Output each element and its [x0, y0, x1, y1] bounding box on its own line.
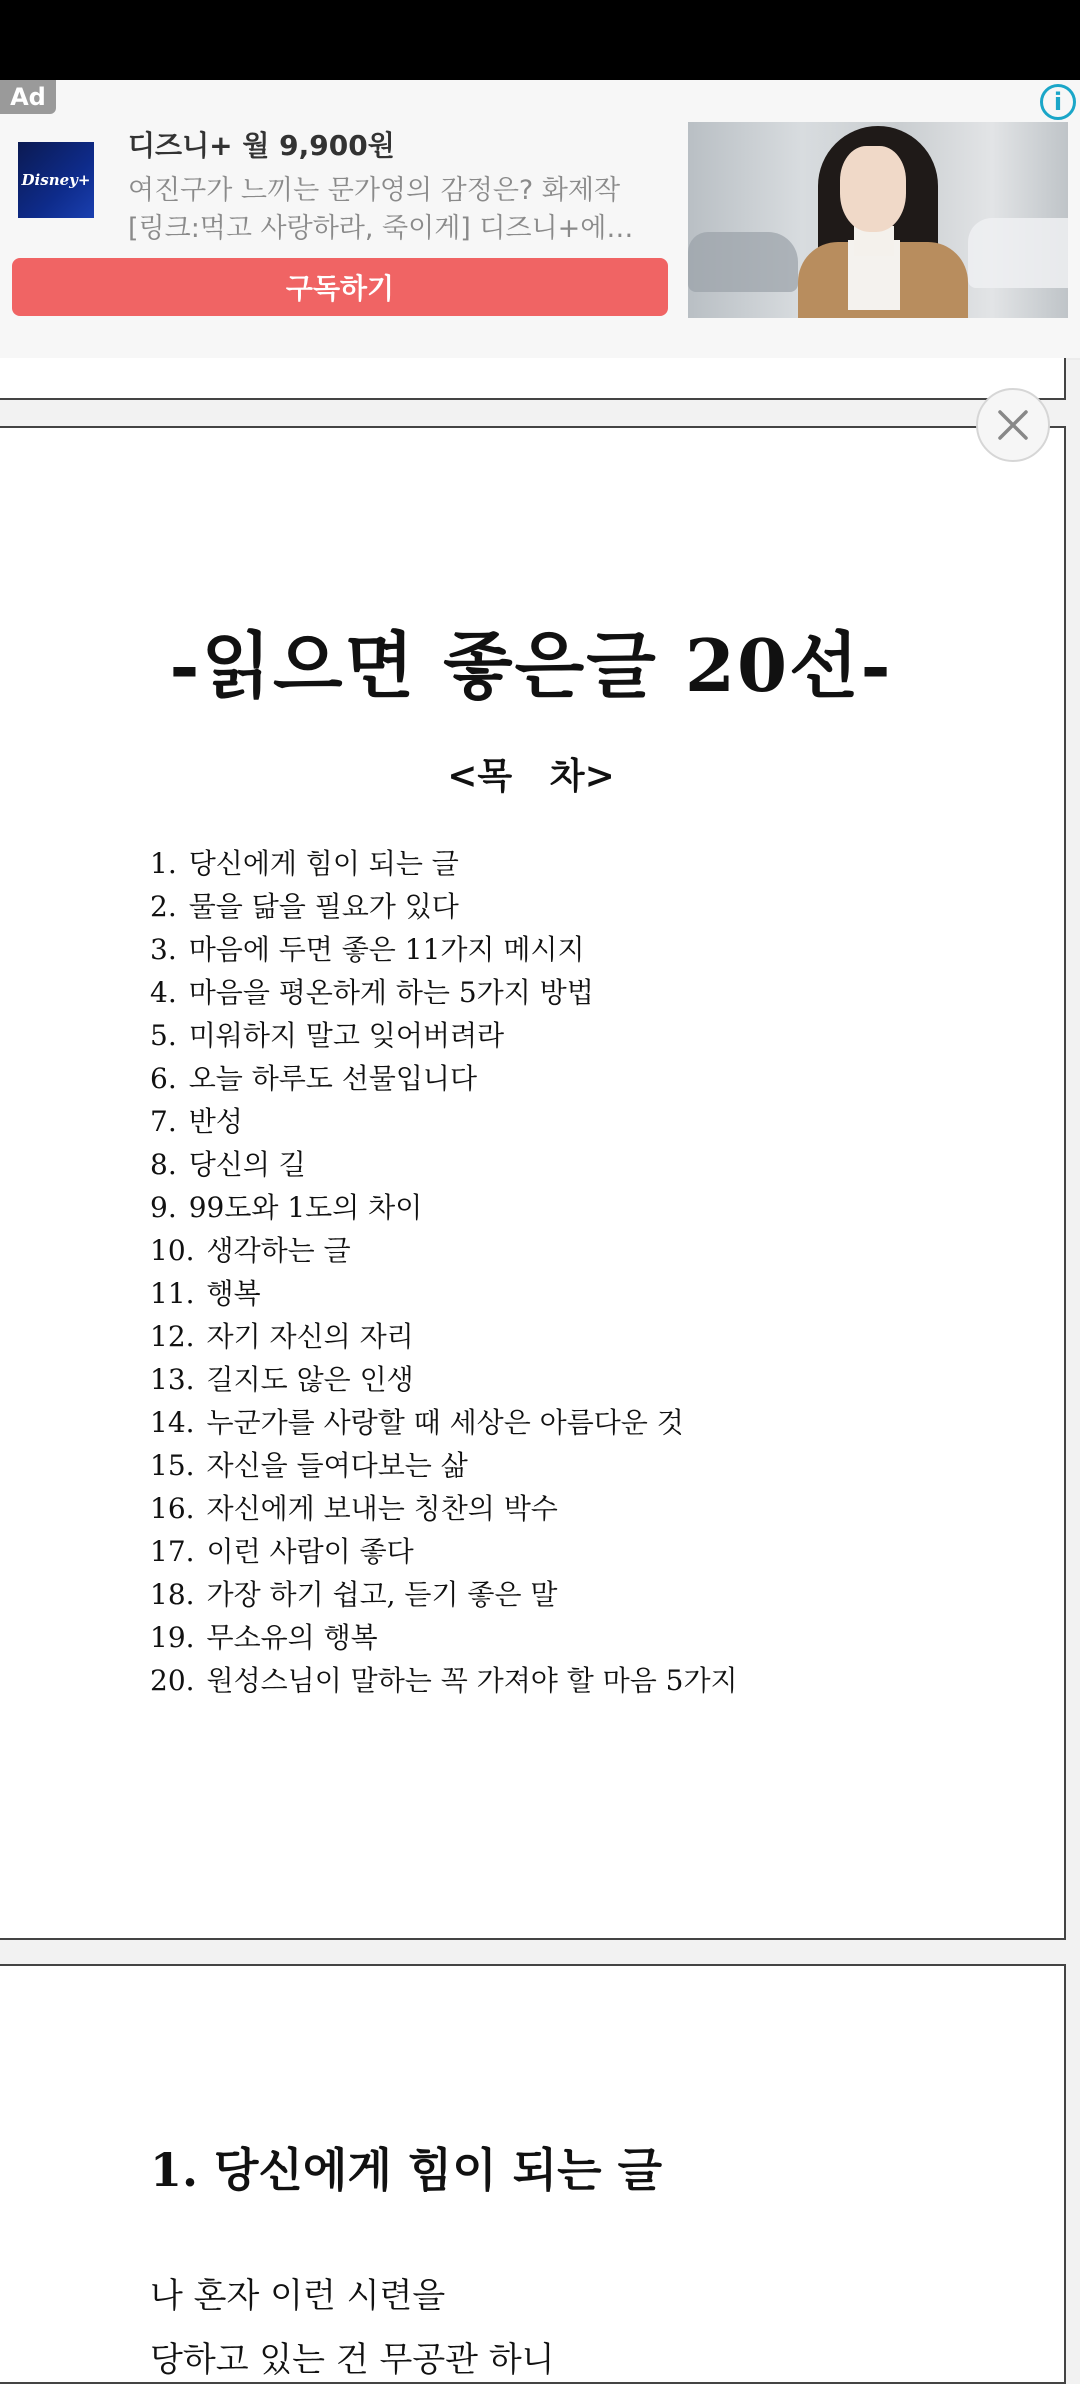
ad-description-line: 여진구가 느끼는 문가영의 감정은? 화제작 [128, 175, 621, 206]
close-icon [995, 407, 1031, 443]
toc-item [150, 1315, 738, 1358]
ad-info-icon[interactable]: i [1040, 84, 1076, 120]
toc-item-label: 길지도 않은 인생 [206, 1363, 414, 1396]
status-bar [0, 0, 1080, 80]
toc-item [150, 1143, 738, 1186]
ad-title[interactable]: 디즈니+ 월 9,900원 [128, 129, 395, 162]
toc-item-number: 9. [150, 1191, 177, 1224]
toc-item [150, 1100, 738, 1143]
toc-item-number: 2. [150, 890, 177, 923]
toc-item [150, 1444, 738, 1487]
toc-item [150, 971, 738, 1014]
toc-item-number: 17. [150, 1535, 195, 1568]
toc-item-label: 마음에 두면 좋은 11가지 메시지 [188, 933, 585, 966]
toc-item [150, 1573, 738, 1616]
toc-item [150, 1014, 738, 1057]
toc-item-label: 당신의 길 [188, 1148, 306, 1181]
toc-item-label: 자기 자신의 자리 [206, 1320, 414, 1353]
toc-item-number: 10. [150, 1234, 195, 1267]
toc-item-label: 물을 닮을 필요가 있다 [188, 890, 459, 923]
toc-item-number: 13. [150, 1363, 195, 1396]
body-text-line: 나 혼자 이런 시련을 [150, 2276, 446, 2316]
toc-item [150, 1229, 738, 1272]
toc-item [150, 1659, 738, 1702]
ad-image-car [968, 218, 1068, 288]
document-page-section1[interactable] [0, 1964, 1066, 2384]
toc-item [150, 1358, 738, 1401]
toc-item-label: 반성 [188, 1105, 243, 1138]
toc-item-label: 원성스님이 말하는 꼭 가져야 할 마음 5가지 [206, 1664, 738, 1697]
toc-item [150, 842, 738, 885]
toc-item-number: 12. [150, 1320, 195, 1353]
document-page-toc[interactable] [0, 426, 1066, 1940]
toc-item-label: 마음을 평온하게 하는 5가지 방법 [188, 976, 594, 1009]
ad-image-person-face [840, 146, 906, 232]
ad-badge: Ad [0, 80, 56, 114]
toc-item [150, 1530, 738, 1573]
toc-item-label: 당신에게 힘이 되는 글 [188, 847, 459, 880]
toc-item-label: 99도와 1도의 차이 [188, 1191, 423, 1224]
toc-item-number: 20. [150, 1664, 195, 1697]
toc-item-number: 14. [150, 1406, 195, 1439]
toc-item [150, 928, 738, 971]
toc-item-number: 19. [150, 1621, 195, 1654]
ad-image[interactable] [688, 122, 1068, 318]
section-title: 1. 당신에게 힘이 되는 글 [150, 2143, 663, 2197]
toc-item-label: 자신에게 보내는 칭찬의 박수 [206, 1492, 558, 1525]
body-text-line: 당하고 있는 건 무공관 하니 [150, 2340, 555, 2380]
subscribe-button[interactable]: 구독하기 [12, 258, 668, 316]
toc-item-label: 자신을 들여다보는 삶 [206, 1449, 468, 1482]
toc-list [150, 842, 738, 1702]
ad-description-line: [링크:먹고 사랑하라, 죽이게] 디즈니+에서... [128, 213, 658, 244]
document-page-previous [0, 358, 1066, 400]
toc-item-number: 6. [150, 1062, 177, 1095]
toc-item-label: 오늘 하루도 선물입니다 [188, 1062, 478, 1095]
disney-plus-logo[interactable]: Disney+ [18, 142, 94, 218]
toc-item-label: 가장 하기 쉽고, 듣기 좋은 말 [206, 1578, 558, 1611]
document-title: -읽으면 좋은글 20선- [169, 623, 893, 708]
toc-item-label: 무소유의 행복 [206, 1621, 378, 1654]
toc-heading: <목 차> [447, 755, 615, 797]
toc-item-number: 8. [150, 1148, 177, 1181]
toc-item-label: 행복 [206, 1277, 261, 1310]
ad-image-car [688, 232, 798, 292]
toc-item-label: 이런 사람이 좋다 [206, 1535, 414, 1568]
toc-item-number: 16. [150, 1492, 195, 1525]
toc-item [150, 1401, 738, 1444]
toc-item [150, 1186, 738, 1229]
toc-item [150, 885, 738, 928]
toc-item [150, 1616, 738, 1659]
toc-item-number: 3. [150, 933, 177, 966]
ad-description[interactable] [128, 172, 658, 248]
toc-item-label: 미워하지 말고 잊어버려라 [188, 1019, 505, 1052]
toc-item-number: 4. [150, 976, 177, 1009]
toc-item-label: 생각하는 글 [206, 1234, 351, 1267]
toc-item [150, 1272, 738, 1315]
toc-item [150, 1487, 738, 1530]
toc-item-number: 7. [150, 1105, 177, 1138]
toc-item-number: 11. [150, 1277, 195, 1310]
toc-item [150, 1057, 738, 1100]
toc-item-number: 18. [150, 1578, 195, 1611]
toc-item-number: 1. [150, 847, 177, 880]
toc-item-label: 누군가를 사랑할 때 세상은 아름다운 것 [206, 1406, 684, 1439]
ad-banner[interactable] [0, 80, 1080, 360]
close-button[interactable] [976, 388, 1050, 462]
toc-item-number: 15. [150, 1449, 195, 1482]
toc-item-number: 5. [150, 1019, 177, 1052]
